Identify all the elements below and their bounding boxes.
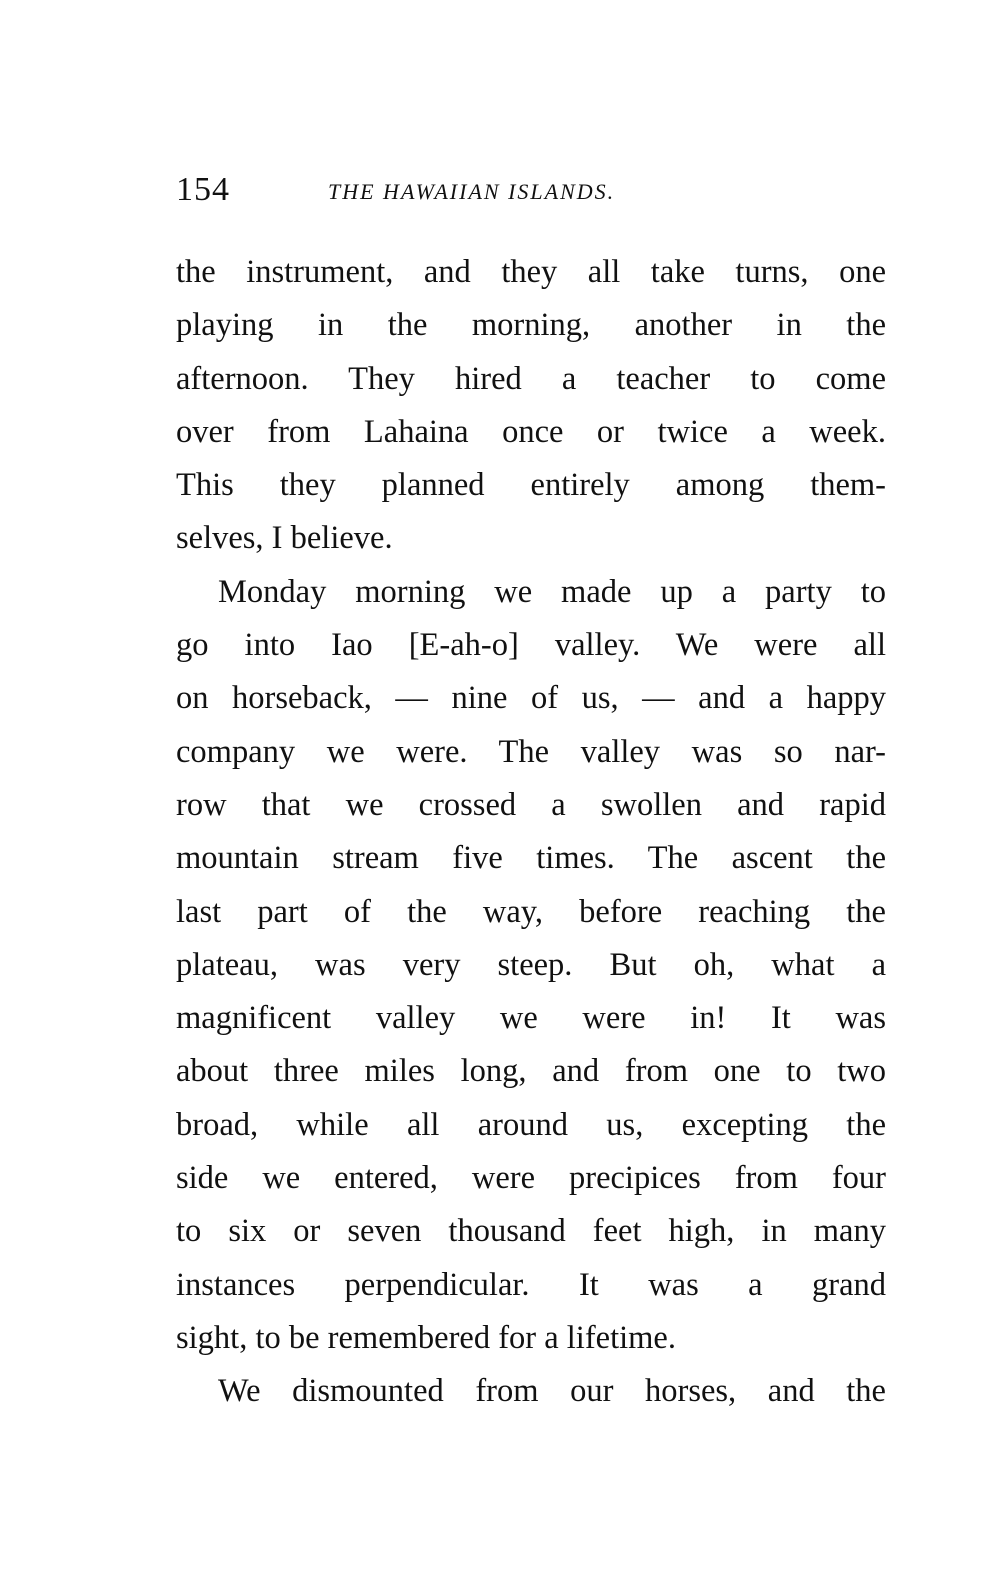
text-line: row that we crossed a swollen and rapid bbox=[176, 786, 886, 823]
text-line: mountain stream five times. The ascent the bbox=[176, 840, 886, 877]
text-line: to six or seven thousand feet high, in many bbox=[176, 1213, 886, 1250]
text-line: We dismounted from our horses, and the bbox=[218, 1373, 886, 1410]
running-title: THE HAWAIIAN ISLANDS. bbox=[328, 179, 616, 204]
text-line: side we entered, were precipices from four bbox=[176, 1160, 886, 1197]
text-line: broad, while all around us, excepting the bbox=[176, 1106, 886, 1143]
text-line: playing in the morning, another in the bbox=[176, 307, 886, 344]
paragraph-1 bbox=[176, 246, 886, 566]
running-head bbox=[176, 168, 896, 212]
text-line: on horseback, — nine of us, — and a happy bbox=[176, 680, 886, 717]
text-line: This they planned entirely among them- bbox=[176, 467, 886, 504]
paragraph-3 bbox=[176, 1365, 886, 1418]
text-line: plateau, was very steep. But oh, what a bbox=[176, 946, 886, 983]
text-line: the instrument, and they all take turns, one bbox=[176, 254, 886, 290]
paragraph-2 bbox=[176, 566, 886, 1365]
text-line: about three miles long, and from one to two bbox=[176, 1053, 886, 1090]
body-text bbox=[176, 246, 886, 1419]
text-line: afternoon. They hired a teacher to come bbox=[176, 360, 886, 397]
page-number: 154 bbox=[176, 171, 230, 208]
text-line: sight, to be remembered for a lifetime. bbox=[176, 1319, 676, 1356]
text-line: go into Iao [E-ah-o] valley. We were all bbox=[176, 627, 886, 664]
text-line: instances perpendicular. It was a grand bbox=[176, 1266, 886, 1303]
text-line: magnificent valley we were in! It was bbox=[176, 1000, 886, 1037]
text-line: selves, I believe. bbox=[176, 520, 393, 557]
text-line: Monday morning we made up a party to bbox=[218, 573, 886, 610]
text-line: over from Lahaina once or twice a week. bbox=[176, 413, 886, 450]
text-line: last part of the way, before reaching the bbox=[176, 893, 886, 930]
text-line: company we were. The valley was so nar- bbox=[176, 733, 886, 770]
